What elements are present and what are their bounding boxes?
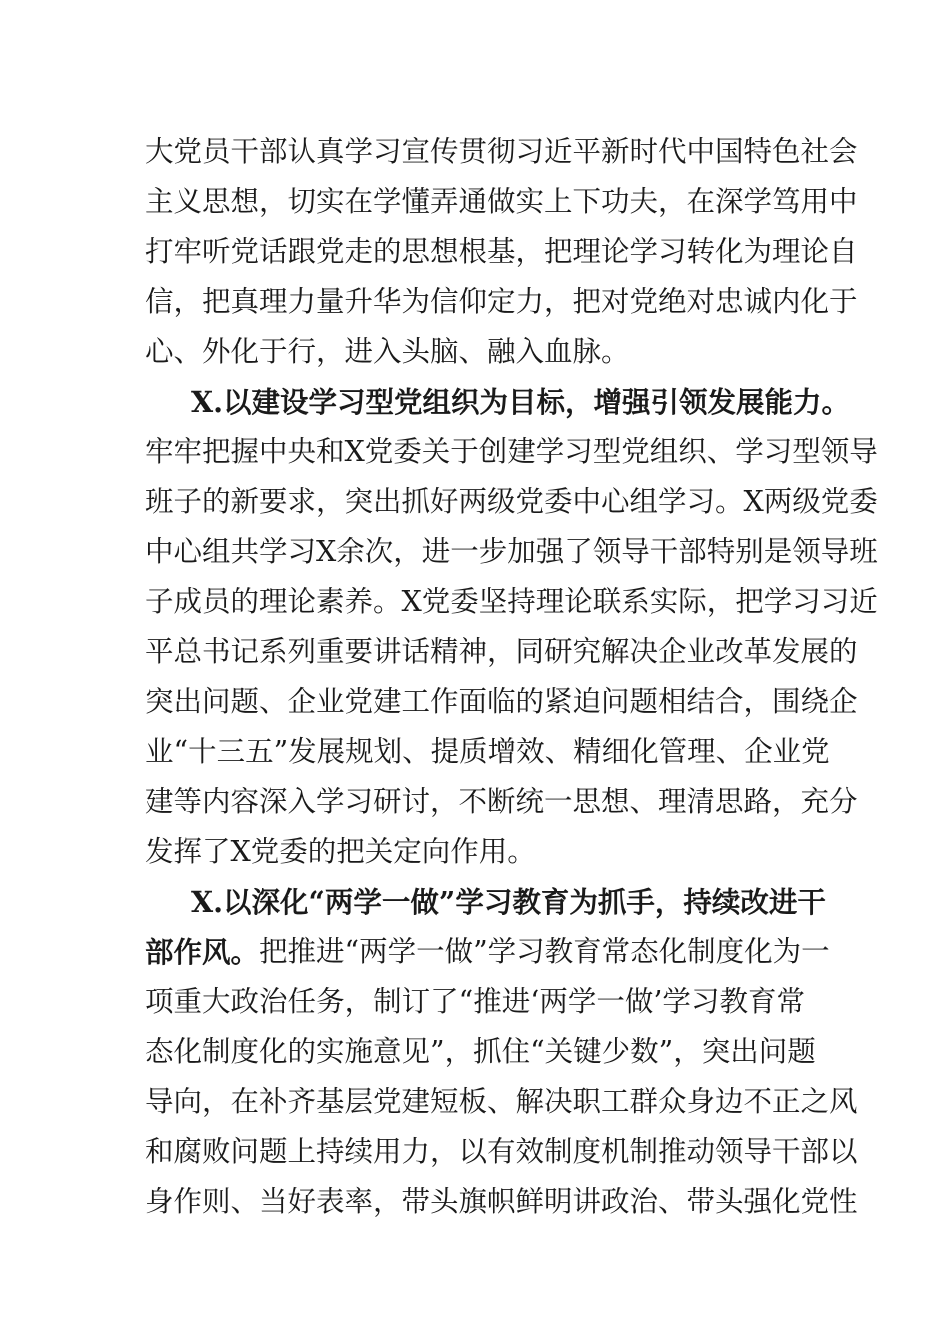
text-line [0,1027,950,1077]
paragraph-line: 导向，在补齐基层党建短板、解决职工群众身边不正之风 [145,1085,858,1118]
text-line [0,527,950,577]
text-line [0,127,950,177]
text-line [0,777,950,827]
paragraph-line: 业“十三五”发展规划、提质增效、精细化管理、企业党 [145,735,830,768]
paragraph-line: 发挥了X党委的把关定向作用。 [145,835,536,868]
text-line [0,1127,950,1177]
section-heading [0,377,950,427]
text-line [0,1177,950,1227]
paragraph-line: 把推进“两学一做”学习教育常态化制度化为一 [259,935,830,968]
paragraph-line: 大党员干部认真学习宣传贯彻习近平新时代中国特色社会 [145,135,858,168]
text-line [0,177,950,227]
text-line [0,827,950,877]
text-line [0,1077,950,1127]
paragraph-line: 和腐败问题上持续用力，以有效制度机制推动领导干部以 [145,1135,858,1168]
text-line [0,327,950,377]
text-line [0,227,950,277]
text-line [0,677,950,727]
paragraph-line: 牢牢把握中央和X党委关于创建学习型党组织、学习型领导 [145,435,878,468]
paragraph-line: 平总书记系列重要讲话精神，同研究解决企业改革发展的 [145,635,858,668]
text-line [0,427,950,477]
paragraph-line: 信，把真理力量升华为信仰定力，把对党绝对忠诚内化于 [145,285,858,318]
heading-text: X.以深化“两学一做”学习教育为抓手，持续改进干 [191,885,826,919]
text-line [0,577,950,627]
text-line [0,977,950,1027]
text-line [0,477,950,527]
paragraph-line: 建等内容深入学习研讨，不断统一思想、理清思路，充分 [145,785,858,818]
heading-text-continued: 部作风。 [145,935,260,969]
paragraph-line: 主义思想，切实在学懂弄通做实上下功夫，在深学笃用中 [145,185,858,218]
section-heading [0,877,950,927]
paragraph-line: 心、外化于行，进入头脑、融入血脉。 [145,335,630,368]
paragraph-line: 身作则、当好表率，带头旗帜鲜明讲政治、带头强化党性 [145,1185,858,1218]
paragraph-line: 打牢听党话跟党走的思想根基，把理论学习转化为理论自 [145,235,858,268]
heading-text: X.以建设学习型党组织为目标，增强引领发展能力。 [191,385,851,419]
paragraph-line: 态化制度化的实施意见”，抓住“关键少数”，突出问题 [145,1035,816,1068]
paragraph-line: 中心组共学习X余次，进一步加强了领导干部特别是领导班 [145,535,878,568]
paragraph-line: 班子的新要求，突出抓好两级党委中心组学习。X两级党委 [145,485,878,518]
text-line [0,627,950,677]
text-line [0,927,950,977]
text-line [0,277,950,327]
text-line [0,727,950,777]
mixed-line [145,927,830,977]
paragraph-line: 突出问题、企业党建工作面临的紧迫问题相结合，围绕企 [145,685,858,718]
paragraph-line: 项重大政治任务，制订了“推进‘两学一做’学习教育常 [145,985,805,1018]
paragraph-line: 子成员的理论素养。X党委坚持理论联系实际，把学习习近 [145,585,878,618]
